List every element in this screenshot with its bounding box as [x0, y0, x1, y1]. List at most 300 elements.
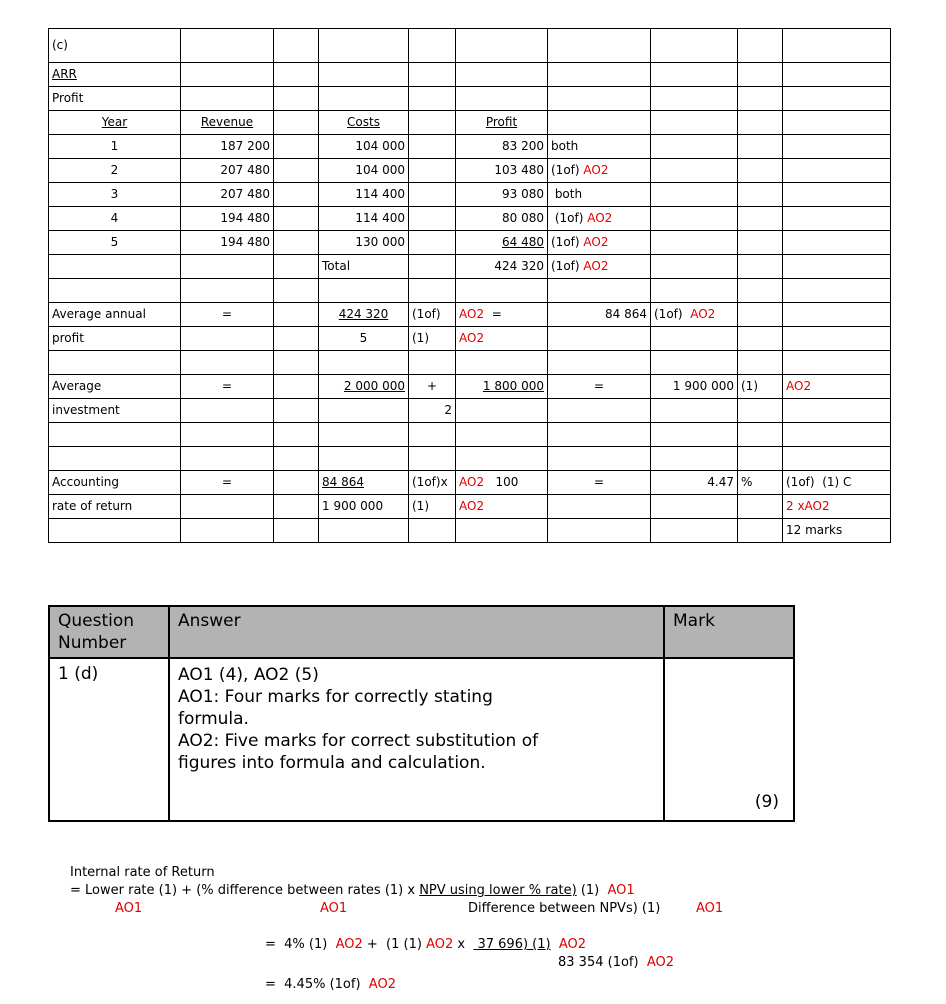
worksheet-cell — [181, 423, 274, 447]
cell-text: 207 480 — [220, 162, 270, 177]
worksheet-cell — [651, 495, 738, 519]
worksheet-cell — [319, 279, 409, 303]
worksheet-row — [49, 255, 891, 279]
worksheet-cell — [651, 399, 738, 423]
worksheet-cell — [548, 135, 651, 159]
irr-text: = 4.45% (1of) — [265, 977, 369, 992]
worksheet-cell — [738, 327, 783, 351]
worksheet-cell — [738, 29, 783, 63]
worksheet-row — [49, 447, 891, 471]
cell-text: rate of return — [52, 498, 133, 513]
worksheet-cell — [456, 231, 548, 255]
worksheet-cell — [738, 351, 783, 375]
irr-line — [48, 954, 946, 972]
worksheet-cell — [651, 29, 738, 63]
worksheet-cell — [651, 207, 738, 231]
worksheet-cell — [783, 207, 891, 231]
cell-text: 1 — [110, 138, 119, 153]
worksheet-cell — [548, 159, 651, 183]
cell-text: 104 000 — [355, 138, 405, 153]
mark-annotation: AO2 — [335, 937, 363, 952]
irr-text: Difference between NPVs) (1) — [468, 901, 661, 916]
qa-table — [48, 605, 795, 822]
cell-text: 2 000 000 — [343, 378, 405, 393]
answer-line: AO2: Five marks for correct substitution of — [178, 731, 539, 751]
worksheet-cell — [738, 135, 783, 159]
worksheet-cell — [181, 327, 274, 351]
irr-text: x — [453, 937, 474, 952]
worksheet-cell — [274, 183, 319, 207]
worksheet-cell — [49, 423, 181, 447]
mark-annotation: 2 xAO2 — [786, 498, 830, 513]
irr-line — [48, 900, 946, 918]
worksheet-cell — [651, 351, 738, 375]
worksheet-cell — [409, 351, 456, 375]
worksheet-cell — [49, 375, 181, 399]
worksheet-cell — [319, 423, 409, 447]
worksheet-cell — [49, 159, 181, 183]
worksheet-cell — [274, 303, 319, 327]
worksheet-row — [49, 423, 891, 447]
worksheet-row — [49, 159, 891, 183]
answer-line: AO1 (4), AO2 (5) — [178, 665, 319, 685]
worksheet-cell — [274, 351, 319, 375]
worksheet-cell — [783, 279, 891, 303]
worksheet-cell — [548, 471, 651, 495]
worksheet-cell — [456, 159, 548, 183]
cell-text: = — [221, 306, 233, 321]
worksheet-cell — [319, 303, 409, 327]
worksheet-cell — [783, 159, 891, 183]
worksheet-cell — [409, 63, 456, 87]
worksheet-cell — [274, 447, 319, 471]
worksheet-row — [49, 471, 891, 495]
worksheet-cell — [274, 207, 319, 231]
cell-text: = — [221, 474, 233, 489]
worksheet-cell — [319, 399, 409, 423]
worksheet-cell — [456, 519, 548, 543]
worksheet-row — [49, 135, 891, 159]
worksheet-cell — [456, 495, 548, 519]
worksheet-cell — [548, 63, 651, 87]
cell-text: 5 — [359, 330, 368, 345]
cell-text: 2 — [444, 402, 452, 417]
worksheet-cell — [738, 375, 783, 399]
worksheet-cell — [548, 231, 651, 255]
worksheet-cell — [783, 351, 891, 375]
mark-annotation: AO2 — [583, 234, 609, 249]
worksheet-cell — [319, 471, 409, 495]
cell-text: 194 480 — [220, 234, 270, 249]
worksheet-table — [48, 28, 891, 543]
cell-text: (1of) — [551, 258, 584, 273]
worksheet-cell — [49, 447, 181, 471]
worksheet-cell — [783, 327, 891, 351]
worksheet-cell — [456, 303, 548, 327]
worksheet-cell — [548, 519, 651, 543]
mark-annotation: AO2 — [786, 378, 812, 393]
irr-text: = Lower rate (1) + (% difference between rates (1) x — [70, 883, 420, 898]
worksheet-cell — [738, 183, 783, 207]
worksheet-cell — [548, 423, 651, 447]
answer-line: AO1: Four marks for correctly stating — [178, 687, 493, 707]
cell-text: 104 000 — [355, 162, 405, 177]
cell-text: Year — [101, 114, 128, 129]
worksheet-cell — [181, 447, 274, 471]
worksheet-cell — [181, 399, 274, 423]
cell-text: 4.47 — [707, 474, 734, 489]
worksheet-cell — [651, 111, 738, 135]
worksheet-cell — [409, 447, 456, 471]
qa-header-question: Question Number — [49, 606, 169, 658]
worksheet-cell — [651, 279, 738, 303]
worksheet-cell — [738, 279, 783, 303]
mark-annotation: AO1 — [607, 883, 635, 898]
answer-line: figures into formula and calculation. — [178, 753, 486, 773]
worksheet-cell — [783, 471, 891, 495]
worksheet-cell — [49, 351, 181, 375]
worksheet-cell — [409, 327, 456, 351]
cell-text: 2 — [110, 162, 119, 177]
worksheet-cell — [738, 447, 783, 471]
cell-text: Average — [52, 378, 102, 393]
cell-text: 3 — [110, 186, 119, 201]
cell-text: 114 400 — [355, 186, 405, 201]
worksheet-cell — [49, 255, 181, 279]
worksheet-cell — [181, 29, 274, 63]
worksheet-cell — [548, 279, 651, 303]
worksheet-cell — [409, 231, 456, 255]
cell-text: = — [484, 306, 502, 321]
irr-line — [48, 936, 946, 954]
worksheet-row — [49, 327, 891, 351]
worksheet-row — [49, 207, 891, 231]
worksheet-cell — [738, 399, 783, 423]
worksheet-cell — [181, 87, 274, 111]
worksheet-cell — [651, 303, 738, 327]
answer-cell — [169, 658, 664, 821]
worksheet-cell — [319, 111, 409, 135]
mark-annotation: AO2 — [690, 306, 716, 321]
worksheet-cell — [274, 519, 319, 543]
worksheet-cell — [409, 207, 456, 231]
cell-text: 84 864 — [322, 474, 364, 489]
cell-text: (1) — [412, 330, 429, 345]
mark-annotation: AO2 — [459, 306, 485, 321]
worksheet-row — [49, 29, 891, 63]
worksheet-cell — [456, 63, 548, 87]
worksheet-cell — [319, 375, 409, 399]
worksheet-cell — [651, 255, 738, 279]
worksheet-cell — [49, 111, 181, 135]
worksheet-cell — [49, 279, 181, 303]
irr-text: + (1 (1) — [362, 937, 427, 952]
worksheet-cell — [409, 303, 456, 327]
worksheet-cell — [409, 375, 456, 399]
question-number-cell: 1 (d) — [49, 658, 169, 821]
cell-text: 84 864 — [605, 306, 647, 321]
worksheet-cell — [274, 471, 319, 495]
cell-text: (1of) (1) C — [786, 474, 852, 489]
worksheet-cell — [783, 29, 891, 63]
worksheet-cell — [456, 279, 548, 303]
worksheet-cell — [319, 183, 409, 207]
irr-section — [48, 864, 946, 994]
worksheet-cell — [409, 111, 456, 135]
worksheet-cell — [181, 279, 274, 303]
worksheet-cell — [49, 207, 181, 231]
worksheet-row — [49, 183, 891, 207]
worksheet-cell — [319, 159, 409, 183]
mark-annotation: AO2 — [368, 977, 396, 992]
worksheet-cell — [651, 231, 738, 255]
worksheet-cell — [49, 183, 181, 207]
worksheet-row — [49, 231, 891, 255]
worksheet-cell — [49, 495, 181, 519]
worksheet-cell — [319, 87, 409, 111]
irr-text: (1) — [576, 883, 608, 898]
cell-text: 12 marks — [786, 522, 843, 537]
worksheet-cell — [409, 29, 456, 63]
cell-text: 424 320 — [338, 306, 389, 321]
cell-text: Profit — [485, 114, 518, 129]
worksheet-cell — [319, 447, 409, 471]
worksheet-row — [49, 519, 891, 543]
worksheet-cell — [181, 495, 274, 519]
worksheet-cell — [181, 111, 274, 135]
worksheet-cell — [319, 327, 409, 351]
qa-header-answer: Answer — [169, 606, 664, 658]
worksheet-cell — [319, 207, 409, 231]
cell-text: (1) — [412, 498, 429, 513]
cell-text: 187 200 — [220, 138, 270, 153]
worksheet-cell — [651, 327, 738, 351]
worksheet-cell — [456, 255, 548, 279]
cell-text: = — [221, 378, 233, 393]
cell-text: 114 400 — [355, 210, 405, 225]
worksheet-cell — [274, 255, 319, 279]
cell-text: Average annual — [52, 306, 146, 321]
qa-header-row — [49, 606, 794, 658]
worksheet-cell — [409, 399, 456, 423]
cell-text: (1of) — [412, 306, 441, 321]
worksheet-cell — [274, 231, 319, 255]
worksheet-cell — [274, 375, 319, 399]
cell-text: + — [426, 378, 438, 393]
worksheet-cell — [651, 159, 738, 183]
worksheet-cell — [651, 135, 738, 159]
worksheet-cell — [738, 207, 783, 231]
cell-text: % — [741, 474, 753, 489]
worksheet-cell — [456, 183, 548, 207]
worksheet-cell — [49, 399, 181, 423]
cell-text: 93 080 — [502, 186, 544, 201]
worksheet-cell — [738, 159, 783, 183]
worksheet-cell — [409, 279, 456, 303]
worksheet-cell — [49, 87, 181, 111]
worksheet-cell — [409, 423, 456, 447]
worksheet-cell — [651, 63, 738, 87]
worksheet-cell — [783, 255, 891, 279]
worksheet-cell — [409, 135, 456, 159]
worksheet-cell — [49, 327, 181, 351]
worksheet-cell — [783, 447, 891, 471]
worksheet-cell — [319, 519, 409, 543]
cell-text: 1 800 000 — [482, 378, 544, 393]
worksheet-cell — [319, 29, 409, 63]
worksheet-cell — [319, 63, 409, 87]
irr-line — [48, 976, 946, 994]
mark-annotation: AO1 — [320, 901, 348, 916]
worksheet-cell — [181, 351, 274, 375]
cell-text: 5 — [110, 234, 119, 249]
worksheet-cell — [548, 327, 651, 351]
worksheet-cell — [49, 231, 181, 255]
worksheet-cell — [548, 183, 651, 207]
worksheet-cell — [783, 303, 891, 327]
worksheet-cell — [783, 399, 891, 423]
irr-line — [48, 864, 946, 882]
cell-text: 83 200 — [502, 138, 544, 153]
mark-annotation: AO2 — [583, 258, 609, 273]
qa-body-row — [49, 658, 794, 821]
worksheet-cell — [274, 135, 319, 159]
worksheet-cell — [548, 29, 651, 63]
worksheet-cell — [409, 519, 456, 543]
worksheet-row — [49, 279, 891, 303]
irr-text: 37 696) (1) — [473, 937, 551, 952]
worksheet-cell — [783, 87, 891, 111]
worksheet-cell — [409, 471, 456, 495]
worksheet-cell — [783, 135, 891, 159]
worksheet-cell — [49, 519, 181, 543]
worksheet-cell — [651, 183, 738, 207]
mark-annotation: AO2 — [459, 330, 485, 345]
worksheet-cell — [548, 351, 651, 375]
worksheet-cell — [651, 471, 738, 495]
worksheet-cell — [456, 111, 548, 135]
cell-text: Total — [322, 258, 351, 273]
answer-line: formula. — [178, 709, 249, 729]
cell-text: = — [593, 378, 605, 393]
worksheet-cell — [548, 399, 651, 423]
worksheet-cell — [738, 63, 783, 87]
worksheet-cell — [548, 447, 651, 471]
worksheet-cell — [181, 63, 274, 87]
worksheet-row — [49, 351, 891, 375]
worksheet-body — [49, 29, 891, 543]
cell-text: Costs — [347, 114, 380, 129]
worksheet-cell — [456, 29, 548, 63]
worksheet-cell — [456, 447, 548, 471]
worksheet-cell — [548, 375, 651, 399]
worksheet-cell — [181, 471, 274, 495]
worksheet-cell — [274, 63, 319, 87]
cell-text: 80 080 — [502, 210, 544, 225]
worksheet-cell — [738, 303, 783, 327]
irr-line — [48, 882, 946, 900]
worksheet-cell — [49, 303, 181, 327]
worksheet-cell — [456, 423, 548, 447]
worksheet-cell — [651, 447, 738, 471]
worksheet-cell — [181, 375, 274, 399]
worksheet-cell — [783, 519, 891, 543]
worksheet-cell — [738, 519, 783, 543]
worksheet-cell — [274, 111, 319, 135]
cell-text: 100 — [484, 474, 519, 489]
worksheet-cell — [738, 87, 783, 111]
worksheet-cell — [319, 231, 409, 255]
worksheet-cell — [548, 87, 651, 111]
worksheet-cell — [49, 29, 181, 63]
worksheet-cell — [409, 183, 456, 207]
worksheet-cell — [409, 255, 456, 279]
worksheet-cell — [319, 135, 409, 159]
mark-annotation: AO1 — [696, 901, 724, 916]
worksheet-cell — [783, 111, 891, 135]
worksheet-cell — [274, 399, 319, 423]
worksheet-cell — [274, 87, 319, 111]
worksheet-cell — [181, 519, 274, 543]
worksheet-cell — [456, 135, 548, 159]
worksheet-cell — [456, 471, 548, 495]
worksheet-cell — [738, 471, 783, 495]
cell-text: both — [551, 138, 579, 153]
irr-text: = 4% (1) — [265, 937, 336, 952]
worksheet-cell — [651, 87, 738, 111]
worksheet-cell — [181, 135, 274, 159]
worksheet-cell — [738, 255, 783, 279]
cell-text: 1 900 000 — [322, 498, 384, 513]
worksheet-cell — [319, 351, 409, 375]
cell-text: 130 000 — [355, 234, 405, 249]
worksheet-cell — [783, 183, 891, 207]
cell-text: 1 900 000 — [672, 378, 734, 393]
worksheet-cell — [49, 471, 181, 495]
worksheet-cell — [181, 207, 274, 231]
worksheet-cell — [409, 87, 456, 111]
cell-text: (1of) — [654, 306, 691, 321]
worksheet-cell — [456, 327, 548, 351]
worksheet-cell — [274, 423, 319, 447]
worksheet-cell — [49, 135, 181, 159]
worksheet-cell — [456, 207, 548, 231]
mark-annotation: AO2 — [646, 955, 675, 970]
worksheet-row — [49, 111, 891, 135]
worksheet-cell — [738, 495, 783, 519]
cell-text: (1) — [741, 378, 758, 393]
cell-text: 103 480 — [494, 162, 544, 177]
cell-text: Accounting — [52, 474, 120, 489]
cell-text: (c) — [52, 37, 68, 52]
worksheet-cell — [456, 87, 548, 111]
worksheet-row — [49, 87, 891, 111]
cell-text: (1of) — [551, 162, 584, 177]
worksheet-cell — [651, 519, 738, 543]
mark-annotation: AO2 — [583, 162, 609, 177]
worksheet-cell — [181, 303, 274, 327]
worksheet-cell — [548, 495, 651, 519]
worksheet-cell — [548, 207, 651, 231]
worksheet-cell — [783, 423, 891, 447]
mark-annotation: AO2 — [459, 474, 485, 489]
worksheet-cell — [274, 279, 319, 303]
cell-text: both — [551, 186, 583, 201]
cell-text: (1of) — [551, 234, 584, 249]
worksheet-cell — [783, 63, 891, 87]
mark-cell: (9) — [664, 658, 794, 821]
worksheet-cell — [456, 375, 548, 399]
